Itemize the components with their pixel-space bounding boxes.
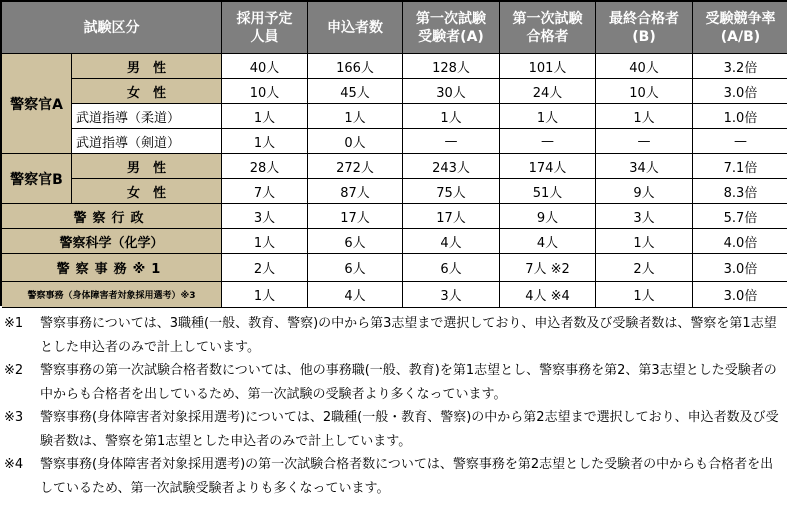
row-label: 武道指導（柔道） (72, 104, 222, 129)
table-cell: 6人 (308, 229, 403, 254)
footnote-text: 警察事務(身体障害者対象採用選考)については、2職種(一般・教育、警察)の中から第2志望まで選択しており、申込者数及び受験者数は、警察を第1志望とした申込者のみで計上しています。 (40, 410, 779, 449)
table-cell: 4人 (403, 229, 500, 254)
table-cell: 3人 (222, 204, 308, 229)
row-label: 警察行政 (2, 204, 222, 229)
table-cell: 7.1倍 (693, 154, 787, 179)
table-cell: 30人 (403, 79, 500, 104)
table-cell: 1人 (222, 282, 308, 308)
group-label-a: 警察官A (2, 54, 72, 154)
table-cell: 40人 (596, 54, 693, 79)
table-cell: 87人 (308, 179, 403, 204)
table-cell: 45人 (308, 79, 403, 104)
footnote-key: ※4 (4, 457, 24, 472)
table-cell: 3.0倍 (693, 79, 787, 104)
table-cell: 17人 (308, 204, 403, 229)
footnote-text: 警察事務(身体障害者対象採用選考)の第一次試験合格者数については、警察事務を第2志望とした受験者の中からも合格者を出しているため、第一次試験受験者よりも多くなっています。 (40, 457, 774, 496)
table-cell: 4人 (500, 229, 596, 254)
table-cell: 17人 (403, 204, 500, 229)
table-cell: 1人 (222, 129, 308, 154)
table-cell: 24人 (500, 79, 596, 104)
row-label: 男 性 (72, 54, 222, 79)
header-category: 試験区分 (2, 2, 222, 54)
table-cell: 34人 (596, 154, 693, 179)
table-cell: 1人 (222, 229, 308, 254)
footnote-text: 警察事務の第一次試験合格者数については、他の事務職(一般、教育)を第1志望とし、警察事務を第2、第3志望とした受験者の中からも合格者を出しているため、第一次試験の受験者より多くなっています。 (40, 363, 777, 402)
table-cell: 9人 (500, 204, 596, 229)
footnotes (4, 312, 784, 500)
table-cell: 10人 (222, 79, 308, 104)
footnote (4, 359, 784, 406)
table-cell: 51人 (500, 179, 596, 204)
table-cell: 1人 (403, 104, 500, 129)
table-cell: 1.0倍 (693, 104, 787, 129)
footnote (4, 312, 784, 359)
header-first-takers: 第一次試験 受験者(A) (403, 2, 500, 54)
table-cell: 1人 (500, 104, 596, 129)
table-cell: 28人 (222, 154, 308, 179)
table-cell: — (693, 129, 787, 154)
table-cell: 75人 (403, 179, 500, 204)
table-cell: 272人 (308, 154, 403, 179)
row-label: 女 性 (72, 79, 222, 104)
footnote-key: ※3 (4, 410, 24, 425)
table-cell: 6人 (308, 254, 403, 282)
table-cell: 128人 (403, 54, 500, 79)
header-planned: 採用予定 人員 (222, 2, 308, 54)
table-cell: 1人 (308, 104, 403, 129)
table-cell: 7人 (222, 179, 308, 204)
row-label: 男 性 (72, 154, 222, 179)
table-cell: 166人 (308, 54, 403, 79)
table-cell: — (500, 129, 596, 154)
table-cell: 7人 ※2 (500, 254, 596, 282)
table-cell: 4人 (308, 282, 403, 308)
table-cell: 1人 (596, 282, 693, 308)
table-cell: 3.0倍 (693, 282, 787, 308)
header-ratio: 受験競争率 (A/B) (693, 2, 787, 54)
table-cell: 0人 (308, 129, 403, 154)
table-cell: 4.0倍 (693, 229, 787, 254)
row-label: 女 性 (72, 179, 222, 204)
header-first-passers: 第一次試験 合格者 (500, 2, 596, 54)
footnote-key: ※2 (4, 363, 24, 378)
row-label: 警察科学（化学） (2, 229, 222, 254)
table-cell: — (403, 129, 500, 154)
table-cell: 6人 (403, 254, 500, 282)
footnote (4, 406, 784, 453)
table-cell: 3.0倍 (693, 254, 787, 282)
table-cell: 4人 ※4 (500, 282, 596, 308)
table-cell: 10人 (596, 79, 693, 104)
table-cell: 3人 (596, 204, 693, 229)
header-final-passers: 最終合格者 (B) (596, 2, 693, 54)
table-cell: 1人 (596, 229, 693, 254)
header-applicants: 申込者数 (308, 2, 403, 54)
table-cell: 243人 (403, 154, 500, 179)
footnote (4, 453, 784, 500)
table-cell: 1人 (222, 104, 308, 129)
table-cell: 1人 (596, 104, 693, 129)
row-label: 武道指導（剣道） (72, 129, 222, 154)
table-cell: 40人 (222, 54, 308, 79)
table-cell: 5.7倍 (693, 204, 787, 229)
table-cell: 8.3倍 (693, 179, 787, 204)
footnote-text: 警察事務については、3職種(一般、教育、警察)の中から第3志望まで選択しており、申込者数及び受験者数は、警察を第1志望とした申込者のみで計上しています。 (40, 316, 777, 355)
table-cell: — (596, 129, 693, 154)
row-label: 警察事務（身体障害者対象採用選考）※3 (2, 282, 222, 308)
table-cell: 9人 (596, 179, 693, 204)
table-cell: 3.2倍 (693, 54, 787, 79)
table-cell: 101人 (500, 54, 596, 79)
table-cell: 3人 (403, 282, 500, 308)
table-cell: 2人 (222, 254, 308, 282)
footnote-key: ※1 (4, 316, 24, 331)
row-label: 警察事務※1 (2, 254, 222, 282)
group-label-b: 警察官B (2, 154, 72, 204)
table-cell: 174人 (500, 154, 596, 179)
table-cell: 2人 (596, 254, 693, 282)
